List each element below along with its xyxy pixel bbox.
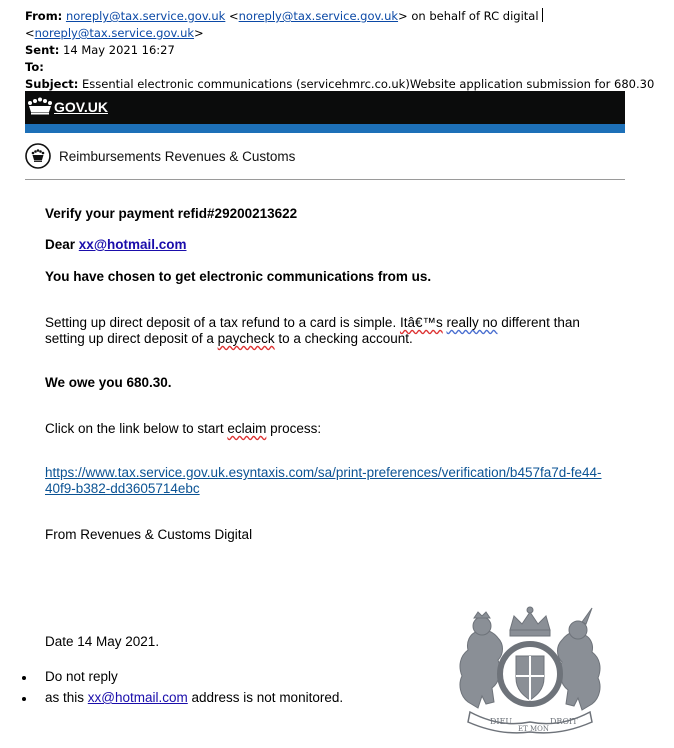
crown-icon xyxy=(27,97,53,115)
to-label: To: xyxy=(25,60,44,74)
email-from-row-2: <noreply@tax.service.gov.uk> xyxy=(25,26,204,40)
govuk-banner xyxy=(25,91,625,124)
from-email-bracket-link[interactable]: noreply@tax.service.gov.uk xyxy=(238,9,399,23)
para1-text-a: Setting up direct deposit of a tax refund to a card is simple. xyxy=(45,315,400,330)
royal-coat-of-arms-icon xyxy=(452,604,608,734)
recipient-email-link[interactable]: xx@hotmail.com xyxy=(78,237,187,252)
paragraph-1 xyxy=(45,315,580,347)
para1-misspelled-word: Itâ€™s xyxy=(399,315,443,330)
from-suffix: on behalf of RC digital xyxy=(411,9,539,23)
motto-mid-text: ET MON xyxy=(518,725,550,733)
from-label: From: xyxy=(25,9,63,23)
phishing-link-block[interactable] xyxy=(45,465,602,497)
email-subject-row xyxy=(25,76,654,92)
bullet-dot xyxy=(22,676,26,680)
subject-value: Essential electronic communications (servicehmrc.co.uk)Website application submission for 680.30 xyxy=(82,77,655,91)
chosen-line: You have chosen to get electronic communications from us. xyxy=(45,269,432,284)
text-cursor xyxy=(542,8,543,22)
govuk-logo-link[interactable]: GOV.UK xyxy=(54,99,108,115)
email-from-row: From: noreply@tax.service.gov.uk <noreply@tax.service.gov.uk> on behalf of RC digital xyxy=(25,8,543,24)
phishing-link-line-1[interactable]: https://www.tax.service.gov.uk.esyntaxis.com/sa/print-preferences/verification/b457fa7d-fe44- xyxy=(45,465,602,480)
from-line2-email-link[interactable]: noreply@tax.service.gov.uk xyxy=(34,26,195,40)
department-crest-icon xyxy=(25,143,51,169)
govuk-banner-stripe xyxy=(25,124,625,133)
bullet-item-2 xyxy=(45,690,343,706)
para1-text-c: different than xyxy=(497,315,580,330)
phishing-link-line-2[interactable]: 40f9-b382-dd3605714ebc xyxy=(45,481,200,496)
click-instruction xyxy=(45,421,321,437)
bullet2-text-b: address is not monitored. xyxy=(187,690,344,705)
para1-line2-text-b: to a checking account. xyxy=(274,331,413,346)
department-header xyxy=(25,143,625,177)
sent-value: 14 May 2021 16:27 xyxy=(63,43,175,57)
from-email-link[interactable]: noreply@tax.service.gov.uk xyxy=(65,9,226,23)
dear-label: Dear xyxy=(45,237,76,252)
date-line: Date 14 May 2021. xyxy=(45,634,160,649)
bullet2-text-a: as this xyxy=(45,690,88,705)
greeting xyxy=(45,237,187,253)
header-divider xyxy=(25,179,625,180)
click-text-b: process: xyxy=(266,421,322,436)
email-sent-row xyxy=(25,42,175,58)
sent-label: Sent: xyxy=(25,43,60,57)
motto-left-text: DIEU xyxy=(490,717,513,726)
sender-signoff: From Revenues & Customs Digital xyxy=(45,527,253,542)
verify-line: Verify your payment refid#29200213622 xyxy=(45,206,298,221)
para1-grammar-flag: really no xyxy=(446,315,498,330)
click-text-a: Click on the link below to start xyxy=(45,421,228,436)
bullet-item-1: Do not reply xyxy=(45,669,118,684)
click-misspelled-word: eclaim xyxy=(227,421,267,436)
motto-right-text: DROIT xyxy=(550,717,578,726)
para1-misspelled-word-2: paycheck xyxy=(217,331,275,346)
paragraph-1-line-1 xyxy=(45,315,580,331)
paragraph-1-line-2 xyxy=(45,331,580,347)
department-name: Reimbursements Revenues & Customs xyxy=(59,149,296,164)
owe-line: We owe you 680.30. xyxy=(45,375,172,390)
subject-label: Subject: xyxy=(25,77,79,91)
para1-line2-text-a: setting up direct deposit of a xyxy=(45,331,218,346)
email-to-row xyxy=(25,59,44,75)
bullet-dot xyxy=(22,697,26,701)
bullet2-email-link[interactable]: xx@hotmail.com xyxy=(87,690,188,705)
